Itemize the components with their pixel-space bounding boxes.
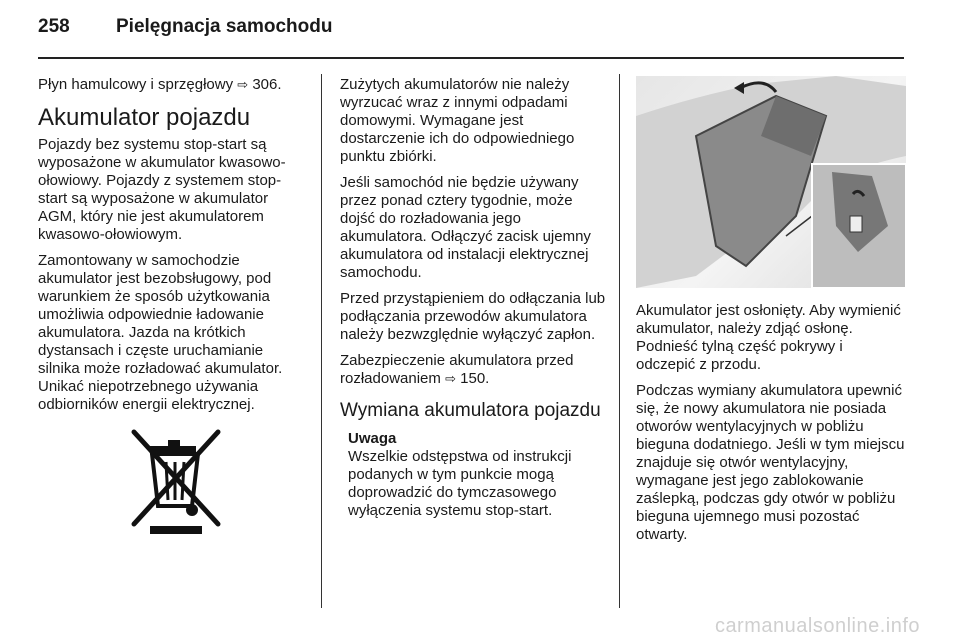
paragraph: Przed przystąpieniem do odłączania lub podłączania przewodów akumulatora należy bezwzględnie wyłączyć zapłon. xyxy=(340,290,606,343)
section-heading: Akumulator pojazdu xyxy=(38,104,251,131)
paragraph: Jeśli samochód nie będzie używany przez ponad cztery tygodnie, może dojść do rozładowania jego akumulatora. Odłączyć zacisk ujemny akumulatora od instalacji elektrycznej samochodu. xyxy=(340,174,591,281)
note-text: Wszelkie odstępstwa od instrukcji podanych w tym punkcie mogą doprowadzić do tymczasowego wyłączenia systemu stop-start. xyxy=(348,448,572,519)
crossed-bin-recycling-icon xyxy=(124,428,228,536)
note-title: Uwaga xyxy=(348,430,397,447)
brake-fluid-reference: Płyn hamulcowy i sprzęgłowy ⇨ 306. xyxy=(38,76,282,93)
note-box xyxy=(348,430,608,520)
paragraph: Zamontowany w samochodzie akumulator jest bezobsługowy, pod warunkiem że sposób użytkowania umożliwia odpowiednie ładowanie akumulatora. Jazda na krótkich dystansach i częste uruchamianie silnika może rozładować akumulator. Unikać niepotrzebnego używania odbiorników energii elektrycznej. xyxy=(38,252,283,413)
page-ref-arrow-icon: ⇨ xyxy=(445,371,456,386)
page-link[interactable]: 306. xyxy=(252,76,282,93)
subsection-heading: Wymiana akumulatora pojazdu xyxy=(340,400,601,421)
paragraph: Zużytych akumulatorów nie należy wyrzucać wraz z innymi odpadami domowymi. Wymagane jest dostarczenie ich do odpowiedniego punktu zbiórki. xyxy=(340,76,575,165)
column-3 xyxy=(636,76,906,552)
battery-protection-reference: Zabezpieczenie akumulatora przed rozładowaniem ⇨ 150. xyxy=(340,352,574,387)
paragraph: Podczas wymiany akumulatora upewnić się, że nowy akumulatora nie posiada otworów wentylacyjnych w pobliżu bieguna dodatniego. Jeśli w tym miejscu znajduje się otwór wentylacyjny, wymagane jest jego zablokowanie zaślepką, podczas gdy otwór w pobliżu bieguna ujemnego musi pozostać otwarty. xyxy=(636,382,905,543)
page-ref-arrow-icon: ⇨ xyxy=(237,77,249,92)
watermark: carmanualsonline.info xyxy=(714,615,920,637)
paragraph: Akumulator jest osłonięty. Aby wymienić akumulator, należy zdjąć osłonę. Podnieść tylną część pokrywy i odczepić z przodu. xyxy=(636,302,901,373)
paragraph: Pojazdy bez systemu stop-start są wyposażone w akumulator kwasowo-ołowiowy. Pojazdy z systemem stop-start są wyposażone w akumulator AGM, który nie jest akumulatorem kwasowo-ołowiowym. xyxy=(38,136,286,243)
page-title: Pielęgnacja samochodu xyxy=(116,16,333,37)
page-link[interactable]: 150. xyxy=(460,370,490,387)
column-2 xyxy=(340,76,608,520)
header-rule xyxy=(38,57,904,59)
page-header xyxy=(38,16,332,38)
page-number: 258 xyxy=(38,16,70,37)
column-1 xyxy=(38,76,306,536)
column-divider-1 xyxy=(321,74,322,608)
column-divider-2 xyxy=(619,74,620,608)
battery-cover-illustration xyxy=(636,76,906,288)
